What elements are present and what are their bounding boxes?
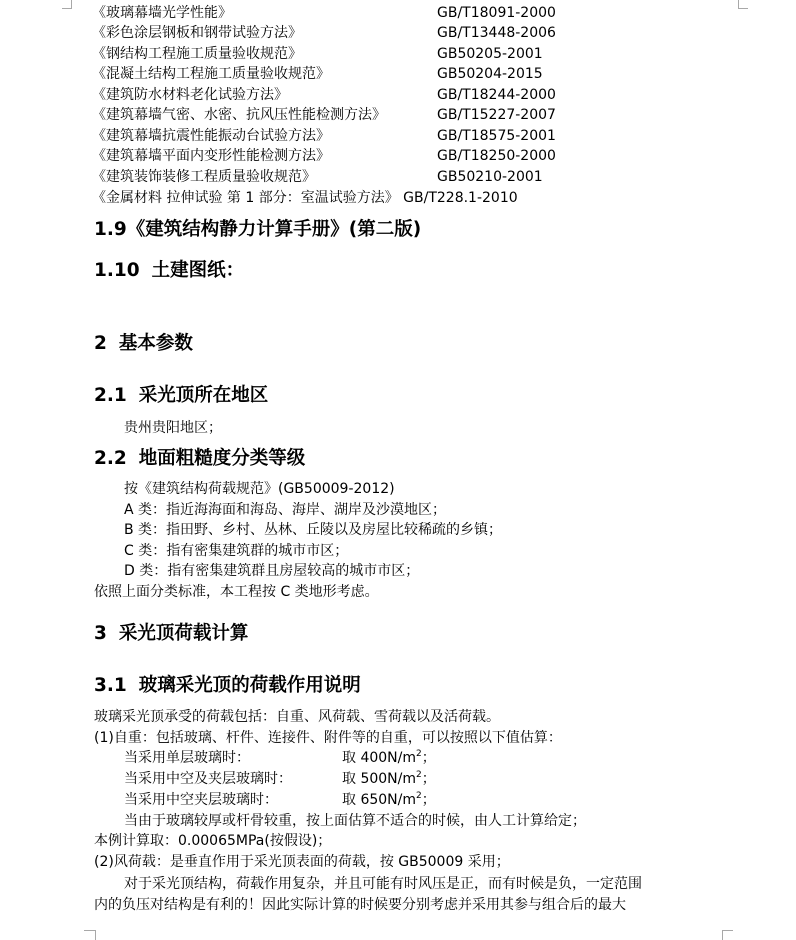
- standard-name: 《建筑幕墙抗震性能振动台试验方法》: [92, 128, 330, 144]
- heading-3-1: [94, 673, 361, 699]
- heading-2: [94, 331, 193, 357]
- heading-number: 3: [94, 623, 107, 644]
- crop-mark-top-right-h: [738, 8, 748, 9]
- standard-code: GB50205-2001: [437, 46, 543, 62]
- standard-name: 《建筑防水材料老化试验方法》: [92, 87, 288, 103]
- glass-label: 当采用中空夹层玻璃时：: [124, 792, 278, 808]
- heading-1-10: [94, 258, 244, 284]
- heading-title: 采光顶所在地区: [138, 385, 269, 406]
- standard-code: GB50210-2001: [437, 169, 543, 185]
- heading-title: 地面粗糙度分类等级: [138, 448, 306, 469]
- standard-name: 《彩色涂层钢板和钢带试验方法》: [92, 25, 302, 41]
- standard-row: [92, 23, 556, 43]
- standard-code: GB/T18575-2001: [437, 128, 556, 144]
- crop-mark-top-right-v: [738, 0, 739, 8]
- standard-row: [92, 64, 543, 84]
- wind-paragraph-line-2: 内的负压对结构是有利的！因此实际计算的时候要分别考虑并采用其参与组合后的最大: [94, 897, 626, 913]
- crop-mark-bottom-right-h: [722, 930, 733, 931]
- standard-code: GB/T18091-2000: [437, 5, 556, 21]
- glass-value: 取 $500N/m^2$；: [342, 770, 436, 787]
- standard-row: [92, 44, 543, 64]
- heading-3: [94, 621, 248, 647]
- glass-value: 取 $400N/m^2$；: [342, 749, 436, 766]
- standard-code: GB/T15227-2007: [437, 107, 556, 123]
- standard-row: [92, 167, 543, 187]
- standard-code: GB50204-2015: [437, 66, 543, 82]
- crop-mark-bottom-left-v: [95, 930, 96, 940]
- roughness-line: B 类：指田野、乡村、丛林、丘陵以及房屋比较稀疏的乡镇；: [124, 522, 503, 538]
- standard-row: [92, 126, 556, 146]
- standard-row-metal: 《金属材料 拉伸试验 第 1 部分：室温试验方法》 GB/T228.1-2010: [92, 190, 518, 206]
- crop-mark-bottom-right-v: [722, 930, 723, 940]
- standard-row: [92, 3, 556, 23]
- heading-number: 1.9: [94, 219, 127, 240]
- standard-name: 《钢结构工程施工质量验收规范》: [92, 46, 302, 62]
- glass-label: 当采用中空及夹层玻璃时：: [124, 771, 292, 787]
- standard-name: 《建筑幕墙气密、水密、抗风压性能检测方法》: [92, 107, 386, 123]
- heading-title: 玻璃采光顶的荷载作用说明: [138, 675, 361, 696]
- heading-2-2: [94, 446, 305, 472]
- heading-title: 基本参数: [118, 333, 193, 354]
- wind-load-line: (2)风荷载：是垂直作用于采光顶表面的荷载，按 GB50009 采用；: [94, 854, 510, 870]
- standard-name: 《建筑幕墙平面内变形性能检测方法》: [92, 148, 330, 164]
- heading-number: 1.10: [94, 260, 140, 281]
- heading-title: 《建筑结构静力计算手册》(第二版): [126, 219, 422, 240]
- heading-title: 土建图纸：: [151, 260, 245, 281]
- roughness-conclusion: 依照上面分类标准，本工程按 C 类地形考虑。: [94, 584, 379, 600]
- example-value: 本例计算取：0.00065MPa(按假设)；: [94, 833, 332, 849]
- glass-row: [124, 790, 524, 810]
- load-intro: 玻璃采光顶承受的荷载包括：自重、风荷载、雪荷载以及活荷载。: [94, 709, 500, 725]
- glass-row: [124, 769, 524, 789]
- standard-code: GB/T13448-2006: [437, 25, 556, 41]
- self-weight-line: (1)自重：包括玻璃、杆件、连接件、附件等的自重，可以按照以下值估算：: [94, 730, 562, 746]
- roughness-line: D 类：指有密集建筑群且房屋较高的城市市区；: [124, 563, 420, 579]
- roughness-line: 按《建筑结构荷载规范》(GB50009-2012): [124, 481, 395, 497]
- heading-number: 2.2: [94, 448, 127, 469]
- standard-row: [92, 85, 556, 105]
- standard-name: 《玻璃幕墙光学性能》: [92, 5, 232, 21]
- wind-paragraph-line-1: 对于采光顶结构，荷载作用复杂，并且可能有时风压是正，而有时候是负，一定范围: [124, 876, 642, 892]
- standard-code: GB/T18250-2000: [437, 148, 556, 164]
- glass-row: [124, 748, 524, 768]
- heading-2-1: [94, 383, 268, 409]
- heading-1-9: [94, 217, 421, 243]
- heading-number: 2.1: [94, 385, 127, 406]
- crop-mark-bottom-left-h: [84, 930, 95, 931]
- glass-value: 取 $650N/m^2$；: [342, 791, 436, 808]
- roughness-line: C 类：指有密集建筑群的城市市区；: [124, 543, 349, 559]
- heavy-glass-note: 当由于玻璃较厚或杆骨较重，按上面估算不适合的时候，由人工计算给定；: [124, 813, 586, 829]
- roughness-line: A 类：指近海海面和海岛、海岸、湖岸及沙漠地区；: [124, 502, 447, 518]
- heading-number: 2: [94, 333, 107, 354]
- glass-label: 当采用单层玻璃时：: [124, 750, 250, 766]
- standard-row: [92, 146, 556, 166]
- standard-name: 《混凝土结构工程施工质量验收规范》: [92, 66, 330, 82]
- standard-row: [92, 105, 556, 125]
- standard-code: GB/T18244-2000: [437, 87, 556, 103]
- heading-title: 采光顶荷载计算: [118, 623, 249, 644]
- crop-mark-top-left-h: [62, 8, 72, 9]
- region-text: 贵州贵阳地区；: [124, 420, 222, 436]
- heading-number: 3.1: [94, 675, 127, 696]
- standard-name: 《建筑装饰装修工程质量验收规范》: [92, 169, 316, 185]
- crop-mark-top-left-v: [71, 0, 72, 8]
